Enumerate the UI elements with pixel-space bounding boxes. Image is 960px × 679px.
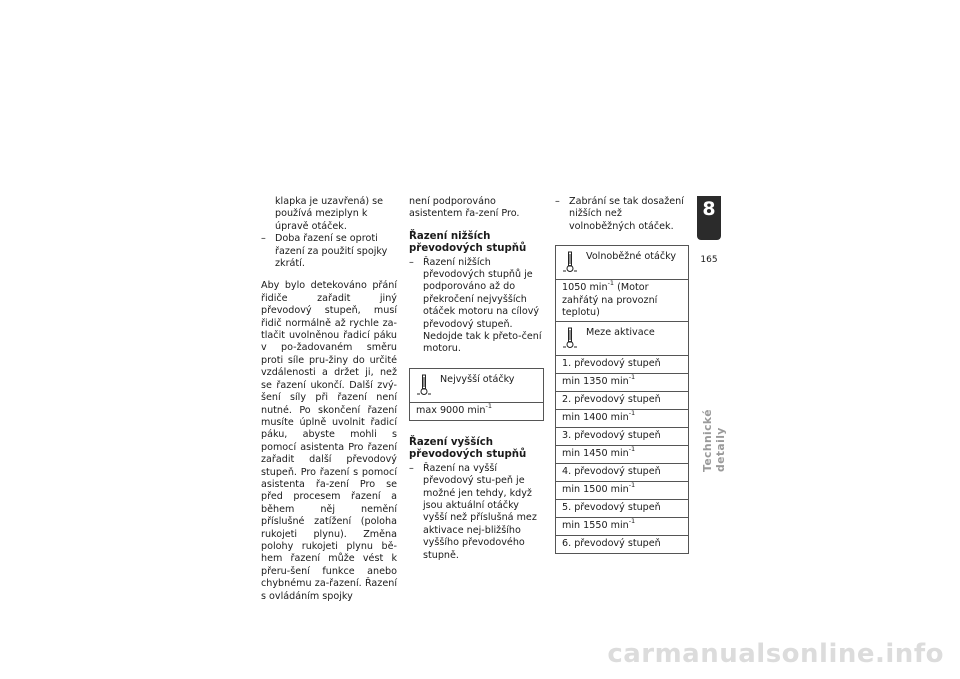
gear-label: 2. převodový stupeň: [562, 394, 661, 406]
body-paragraph: Aby bylo detekováno přání řidiče zařadit jiný převodový stupeň, musí řidič normálně až rychle za-tlačit uvolněnou řadicí páku v po-žadovaném směru proti síle pru-žiny do určité vzdálenosti a držet ji, než se řazení ukončí. Další zvý-šení síly při řazení není nutné. Po skončení řazení musíte úplně uvolnit řadicí páku, abyste mohli s pomocí asistenta Pro řazení zařadit další převodový stupeň. Pro řazení s pomocí asistenta řa-zení Pro se před procesem řazení a během něj nemění příslušné zatížení (poloha rukojeti plynu). Změna polohy rukojeti plynu bě-hem řazení může vést k přeru-šení funkce anebo chybnému za-řazení. Řazení s ovládáním spojky: [261, 280, 397, 602]
page-number: 165: [700, 255, 718, 265]
max-rpm-value: max 9000 min: [416, 404, 486, 416]
unit-superscript: -1: [628, 517, 636, 526]
max-rpm-box-header: [410, 369, 543, 402]
heading-upshift: Řazení vyšších převodových stupňů: [409, 436, 527, 461]
max-rpm-label: Nejvyšší otáčky: [440, 373, 515, 385]
gear-label: 5. převodový stupeň: [562, 502, 661, 514]
gear-label: 4. převodový stupeň: [562, 466, 661, 478]
intro-continuation: klapka je uzavřená) se používá meziplyn k úpravě otáček.: [275, 196, 384, 232]
idle-rpm-label: Volnoběžné otáčky: [586, 251, 677, 263]
chapter-tab: [697, 196, 721, 240]
gear-limit: min 1350 min: [562, 376, 629, 388]
limits-row: [556, 463, 688, 481]
downshift-dash-item: – Řazení nižších převodových stupňů je podporováno až do překročení nejvyšších otáček motoru na cílový převodový stupeň. Nedojde tak k přeto-čení motoru.: [409, 257, 544, 356]
heading-downshift: Řazení nižších převodových stupňů: [409, 230, 527, 255]
idle-rpm-note: (Motor zahřátý na provozní teplotu): [562, 282, 658, 319]
idle-rpm-value-row: [556, 279, 688, 321]
activation-limits-box: [555, 321, 689, 554]
gear-limit: min 1550 min: [562, 520, 629, 532]
tachometer-icon: [562, 251, 578, 273]
limits-row: [556, 481, 688, 499]
unit-superscript: -1: [607, 279, 615, 288]
limits-row: [556, 355, 688, 373]
idle-rpm-box-header: [556, 246, 688, 279]
tachometer-icon: [562, 327, 578, 349]
chapter-title: Technické detaily: [701, 409, 727, 472]
unit-superscript: -1: [485, 401, 492, 410]
limits-row: [556, 517, 688, 535]
limits-row: [556, 445, 688, 463]
unit-superscript: -1: [628, 481, 636, 490]
limits-row: [556, 427, 688, 445]
gear-limit: min 1500 min: [562, 484, 629, 496]
gear-label: 1. převodový stupeň: [562, 358, 661, 370]
right-column: [555, 196, 689, 566]
unit-superscript: -1: [628, 409, 636, 418]
middle-column: [409, 196, 544, 562]
middle-continuation: není podporováno asistentem řa-zení Pro.: [409, 196, 520, 220]
idle-rpm-box: [555, 245, 689, 322]
unit-superscript: -1: [628, 445, 636, 454]
max-rpm-value-row: [410, 402, 543, 420]
limits-row: [556, 373, 688, 391]
activation-limits-header: [556, 322, 688, 355]
activation-limits-label: Meze aktivace: [586, 327, 655, 339]
tachometer-icon: [416, 374, 432, 396]
unit-superscript: -1: [628, 373, 636, 382]
left-column: [261, 196, 397, 613]
limits-row: [556, 409, 688, 427]
limits-row: [556, 391, 688, 409]
gear-limit: min 1400 min: [562, 412, 629, 424]
upshift-dash-item: – Řazení na vyšší převodový stu-peň je možné jen tehdy, když jsou aktuální otáčky vyšší než příslušná mez aktivace nej-bližšího vyššího převodového stupně.: [409, 463, 544, 562]
chapter-number: 8: [702, 198, 716, 220]
gear-limit: min 1450 min: [562, 448, 629, 460]
right-dash-item: – Zabrání se tak dosažení nižších než volnoběžných otáček.: [555, 196, 689, 233]
idle-rpm-value: 1050 min: [562, 282, 608, 294]
limits-row: [556, 499, 688, 517]
intro-dash-item: – Doba řazení se oproti řazení za použití spojky zkrátí.: [261, 233, 397, 270]
gear-label: 3. převodový stupeň: [562, 430, 661, 442]
limits-row: [556, 535, 688, 553]
max-rpm-box: [409, 368, 544, 421]
gear-label: 6. převodový stupeň: [562, 538, 661, 550]
watermark: carmanualsonline.info: [607, 639, 944, 669]
